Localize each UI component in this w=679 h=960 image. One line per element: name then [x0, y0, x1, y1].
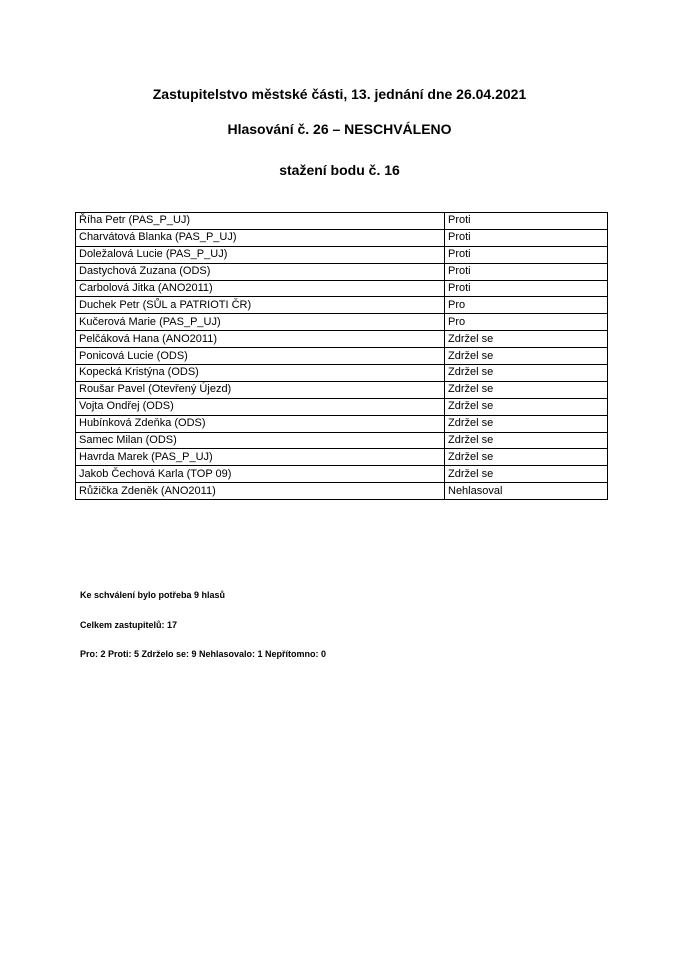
member-name-cell: Růžička Zdeněk (ANO2011): [76, 483, 445, 500]
vote-value-cell: Pro: [445, 314, 608, 331]
vote-value-cell: Proti: [445, 229, 608, 246]
vote-result-heading: Hlasování č. 26 – NESCHVÁLENO: [227, 121, 452, 137]
vote-value-cell: Zdržel se: [445, 348, 608, 365]
table-row: [76, 213, 608, 230]
vote-value-cell: Zdržel se: [445, 466, 608, 483]
vote-tally-text: Pro: 2 Proti: 5 Zdrželo se: 9 Nehlasovalo: 1 Nepřítomno: 0: [80, 649, 327, 659]
table-row: [76, 432, 608, 449]
vote-value-cell: Zdržel se: [445, 381, 608, 398]
member-name-cell: Dastychová Zuzana (ODS): [76, 263, 445, 280]
member-name-cell: Duchek Petr (SŮL a PATRIOTI ČR): [76, 297, 445, 314]
votes-table-body: [76, 213, 608, 500]
total-members-text: Celkem zastupitelů: 17: [80, 620, 178, 630]
member-name-cell: Pelčáková Hana (ANO2011): [76, 331, 445, 348]
table-row: [76, 365, 608, 382]
document-title: Zastupitelstvo městské části, 13. jednání dne 26.04.2021: [152, 86, 527, 102]
votes-needed-text: Ke schválení bylo potřeba 9 hlasů: [80, 590, 226, 600]
table-row: [76, 398, 608, 415]
table-row: [76, 483, 608, 500]
member-name-cell: Hubínková Zdeňka (ODS): [76, 415, 445, 432]
table-row: [76, 280, 608, 297]
table-row: [76, 246, 608, 263]
vote-value-cell: Proti: [445, 263, 608, 280]
member-name-cell: Carbolová Jitka (ANO2011): [76, 280, 445, 297]
table-row: [76, 229, 608, 246]
member-name-cell: Vojta Ondřej (ODS): [76, 398, 445, 415]
table-row: [76, 331, 608, 348]
vote-value-cell: Proti: [445, 246, 608, 263]
vote-value-cell: Zdržel se: [445, 331, 608, 348]
table-row: [76, 415, 608, 432]
vote-value-cell: Zdržel se: [445, 398, 608, 415]
vote-value-cell: Zdržel se: [445, 432, 608, 449]
vote-value-cell: Proti: [445, 213, 608, 230]
vote-subject-heading: stažení bodu č. 16: [279, 162, 400, 178]
member-name-cell: Samec Milan (ODS): [76, 432, 445, 449]
table-row: [76, 314, 608, 331]
member-name-cell: Kučerová Marie (PAS_P_UJ): [76, 314, 445, 331]
member-name-cell: Říha Petr (PAS_P_UJ): [76, 213, 445, 230]
vote-value-cell: Nehlasoval: [445, 483, 608, 500]
vote-value-cell: Zdržel se: [445, 449, 608, 466]
member-name-cell: Kopecká Kristýna (ODS): [76, 365, 445, 382]
vote-value-cell: Zdržel se: [445, 415, 608, 432]
table-row: [76, 297, 608, 314]
table-row: [76, 381, 608, 398]
vote-value-cell: Proti: [445, 280, 608, 297]
vote-value-cell: Pro: [445, 297, 608, 314]
member-name-cell: Jakob Čechová Karla (TOP 09): [76, 466, 445, 483]
vote-value-cell: Zdržel se: [445, 365, 608, 382]
table-row: [76, 466, 608, 483]
member-name-cell: Roušar Pavel (Otevřený Újezd): [76, 381, 445, 398]
table-row: [76, 449, 608, 466]
votes-table: [75, 212, 608, 500]
member-name-cell: Doležalová Lucie (PAS_P_UJ): [76, 246, 445, 263]
table-row: [76, 348, 608, 365]
member-name-cell: Charvátová Blanka (PAS_P_UJ): [76, 229, 445, 246]
member-name-cell: Havrda Marek (PAS_P_UJ): [76, 449, 445, 466]
table-row: [76, 263, 608, 280]
member-name-cell: Ponicová Lucie (ODS): [76, 348, 445, 365]
